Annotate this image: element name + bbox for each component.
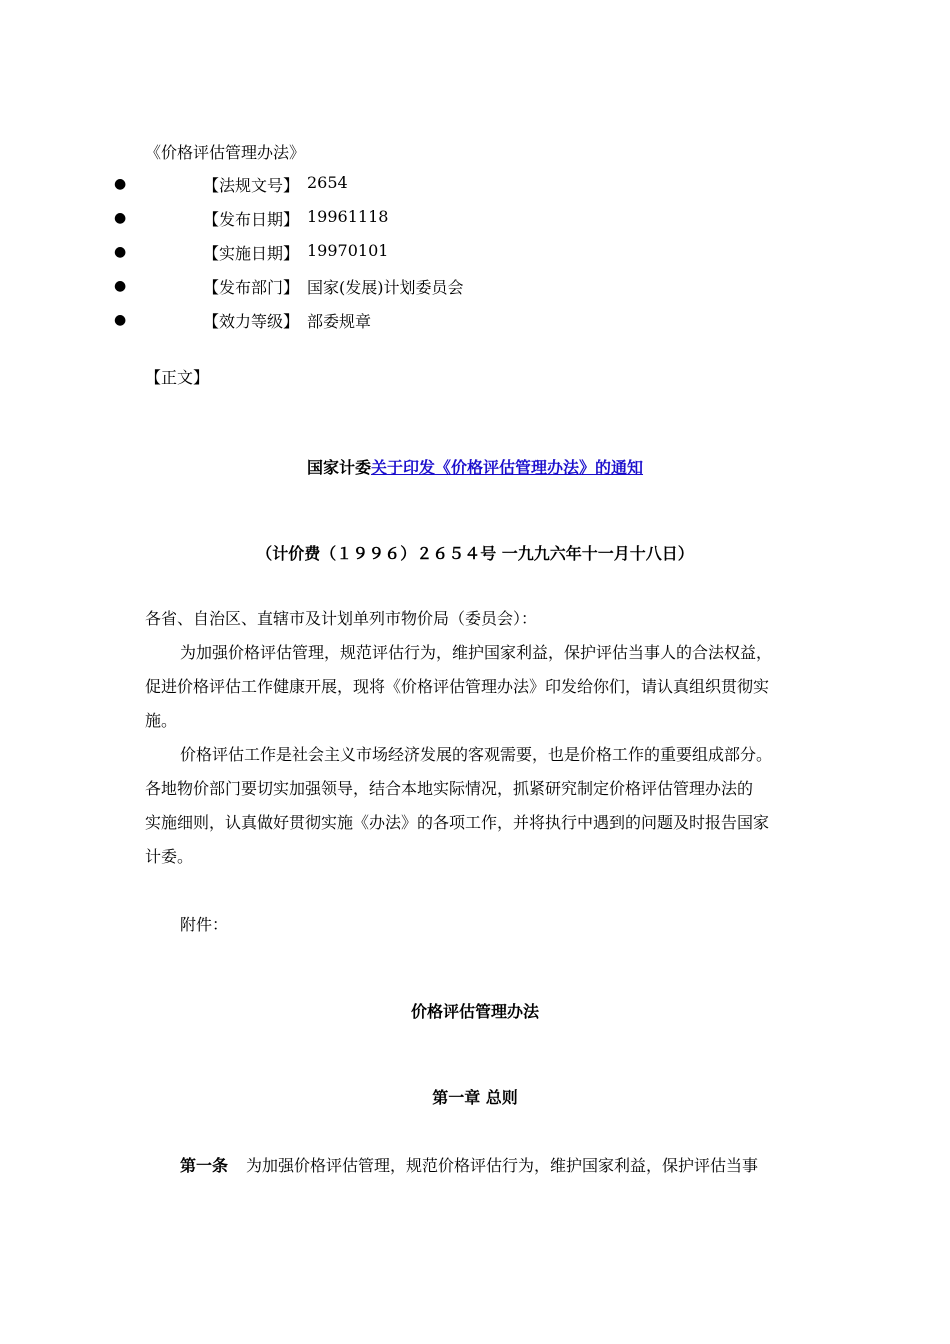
addressee: 各省、自治区、直辖市及计划单列市物价局（委员会）： [145, 609, 538, 628]
notice-doc-number: （计价费（１９９６）２６５４号 一九九六年十一月十八日） [256, 544, 694, 563]
metadata-value: 部委规章 [307, 312, 372, 331]
document-title: 《价格评估管理办法》 [145, 143, 306, 162]
chapter-title: 第一章 总则 [432, 1088, 518, 1107]
article-1 [180, 1153, 758, 1176]
metadata-value: 2654 [307, 173, 348, 192]
metadata-value: 19970101 [307, 241, 389, 260]
bullet-icon: ● [114, 312, 127, 328]
metadata-label: 【发布部门】 [203, 278, 300, 297]
paragraph-line: 为加强价格评估管理，规范评估行为，维护国家利益，保护评估当事人的合法权益， [180, 643, 773, 662]
notice-title-prefix: 国家计委 [306, 458, 371, 477]
metadata-value: 国家(发展)计划委员会 [307, 278, 464, 297]
metadata-value: 19961118 [307, 207, 389, 226]
paragraph-line: 价格评估工作是社会主义市场经济发展的客观需要，也是价格工作的重要组成部分。 [180, 745, 773, 764]
metadata-label: 【效力等级】 [203, 312, 300, 331]
paragraph-line: 计委。 [145, 847, 194, 866]
article-label: 第一条 [180, 1156, 229, 1175]
attachment-title: 价格评估管理办法 [410, 1002, 539, 1021]
bullet-icon: ● [114, 244, 127, 260]
paragraph-line: 各地物价部门要切实加强领导，结合本地实际情况，抓紧研究制定价格评估管理办法的 [145, 779, 754, 798]
metadata-label: 【发布日期】 [203, 210, 300, 229]
notice-title [0, 455, 950, 478]
paragraph-line: 实施细则，认真做好贯彻实施《办法》的各项工作，并将执行中遇到的问题及时报告国家 [145, 813, 770, 832]
attachment-label: 附件： [180, 915, 229, 934]
notice-title-link[interactable]: 关于印发《价格评估管理办法》的通知 [371, 458, 644, 477]
body-marker: 【正文】 [145, 368, 210, 387]
metadata-label: 【法规文号】 [203, 176, 300, 195]
article-text: 为加强价格评估管理，规范价格评估行为，维护国家利益，保护评估当事 [246, 1156, 759, 1175]
paragraph-line: 施。 [145, 711, 178, 730]
bullet-icon: ● [114, 176, 127, 192]
metadata-label: 【实施日期】 [203, 244, 300, 263]
bullet-icon: ● [114, 210, 127, 226]
paragraph-line: 促进价格评估工作健康开展，现将《价格评估管理办法》印发给你们，请认真组织贯彻实 [145, 677, 770, 696]
bullet-icon: ● [114, 278, 127, 294]
